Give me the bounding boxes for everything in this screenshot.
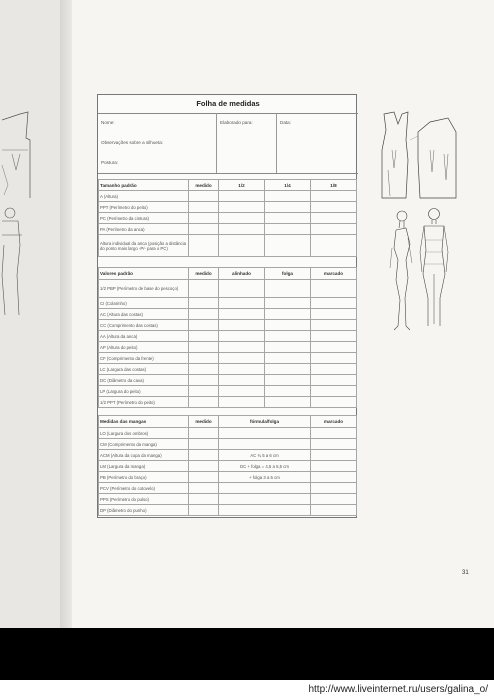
- nome-label: Nome:: [101, 120, 115, 125]
- row-label: A (Altura): [99, 191, 189, 202]
- formula-cell: [219, 505, 311, 516]
- sleeve-measurements-table: [98, 415, 357, 516]
- row-label: AP (Altura do peito): [99, 342, 189, 353]
- row-label: PPS (Perímetro do pulso): [99, 494, 189, 505]
- column-header: alinhado: [219, 268, 265, 280]
- column-header: folga: [265, 268, 311, 280]
- measurement-sheet: [97, 94, 357, 518]
- info-divider: [276, 113, 277, 173]
- formula-cell: [219, 439, 311, 450]
- formula-cell: [219, 483, 311, 494]
- formula-cell: [219, 428, 311, 439]
- row-label: CF (Comprimento da frente): [99, 353, 189, 364]
- standard-size-table: [98, 179, 357, 257]
- row-label: AA (Altura da anca): [99, 331, 189, 342]
- row-label: DC (Diâmetro da cava): [99, 375, 189, 386]
- page-number: 31: [462, 570, 469, 576]
- column-header: Tamanho padrão: [99, 180, 189, 191]
- row-label: 1/2 PBP (Perímetro de base do pescoço): [99, 280, 189, 298]
- row-label: LP (Largura do peito): [99, 386, 189, 397]
- formula-cell: DC + folga = 4,5 a 5,5 cm: [219, 461, 311, 472]
- row-label: PCV (Perímetro do cotovelo): [99, 483, 189, 494]
- row-label: PB (Perímetro do braço): [99, 472, 189, 483]
- row-label: CI (Colarinho): [99, 298, 189, 309]
- pattern-block-illustration: [378, 110, 460, 202]
- column-header: Medidas das mangas: [99, 416, 189, 428]
- row-label: 1/2 PPT (Perímetro do peito): [99, 397, 189, 408]
- formula-cell: + folga 3 a 5 cm: [219, 472, 311, 483]
- body-side-view-figure: [388, 208, 420, 332]
- column-header: medido: [189, 180, 219, 191]
- column-header: medido: [189, 268, 219, 280]
- left-page-figure-illustration: [0, 205, 30, 325]
- column-header: fórmula/folga: [219, 416, 311, 428]
- info-block: [98, 113, 358, 174]
- row-label: LC (Largura das costas): [99, 364, 189, 375]
- row-label: DP (Diâmetro do punho): [99, 505, 189, 516]
- info-divider: [216, 113, 217, 173]
- observacoes-label: Observações sobre a silhueta:: [101, 140, 164, 145]
- formula-cell: AC ¾ 5 a 6 cm: [219, 450, 311, 461]
- data-label: Data:: [280, 120, 291, 125]
- row-label: AC (Altura das costas): [99, 309, 189, 320]
- formula-cell: [219, 494, 311, 505]
- row-label: PA (Perímetro da anca): [99, 224, 189, 235]
- column-header: 1/8: [311, 180, 357, 191]
- row-label: CM (Comprimento da manga): [99, 439, 189, 450]
- row-label: PPT (Perímetro do peito): [99, 202, 189, 213]
- row-label: ACM (Altura da copa da manga): [99, 450, 189, 461]
- column-header: 1/4: [265, 180, 311, 191]
- row-label: PC (Perímetro da cintura): [99, 213, 189, 224]
- sheet-title: Folha de medidas: [98, 95, 358, 114]
- column-header: 1/2: [219, 180, 265, 191]
- scan-bottom-border: [0, 628, 494, 680]
- row-label: Altura individual da anca (posição a distância do ponto mais largo -P/- para o PC): [99, 235, 189, 257]
- elaborado-label: Elaborado para:: [220, 120, 253, 125]
- watermark-url: http://www.liveinternet.ru/users/galina_o/: [308, 684, 488, 695]
- left-page-pattern-illustration: [0, 110, 40, 200]
- row-label: LM (Largura da manga): [99, 461, 189, 472]
- column-header: medido: [189, 416, 219, 428]
- postura-label: Postura:: [101, 160, 119, 165]
- row-label: CC (Comprimento das costas): [99, 320, 189, 331]
- column-header: Valores padrão: [99, 268, 189, 280]
- row-label: LO (Largura dos ombros): [99, 428, 189, 439]
- column-header: marcado: [311, 268, 357, 280]
- standard-values-table: [98, 267, 357, 408]
- body-front-view-figure: [418, 206, 450, 332]
- column-header: marcado: [311, 416, 357, 428]
